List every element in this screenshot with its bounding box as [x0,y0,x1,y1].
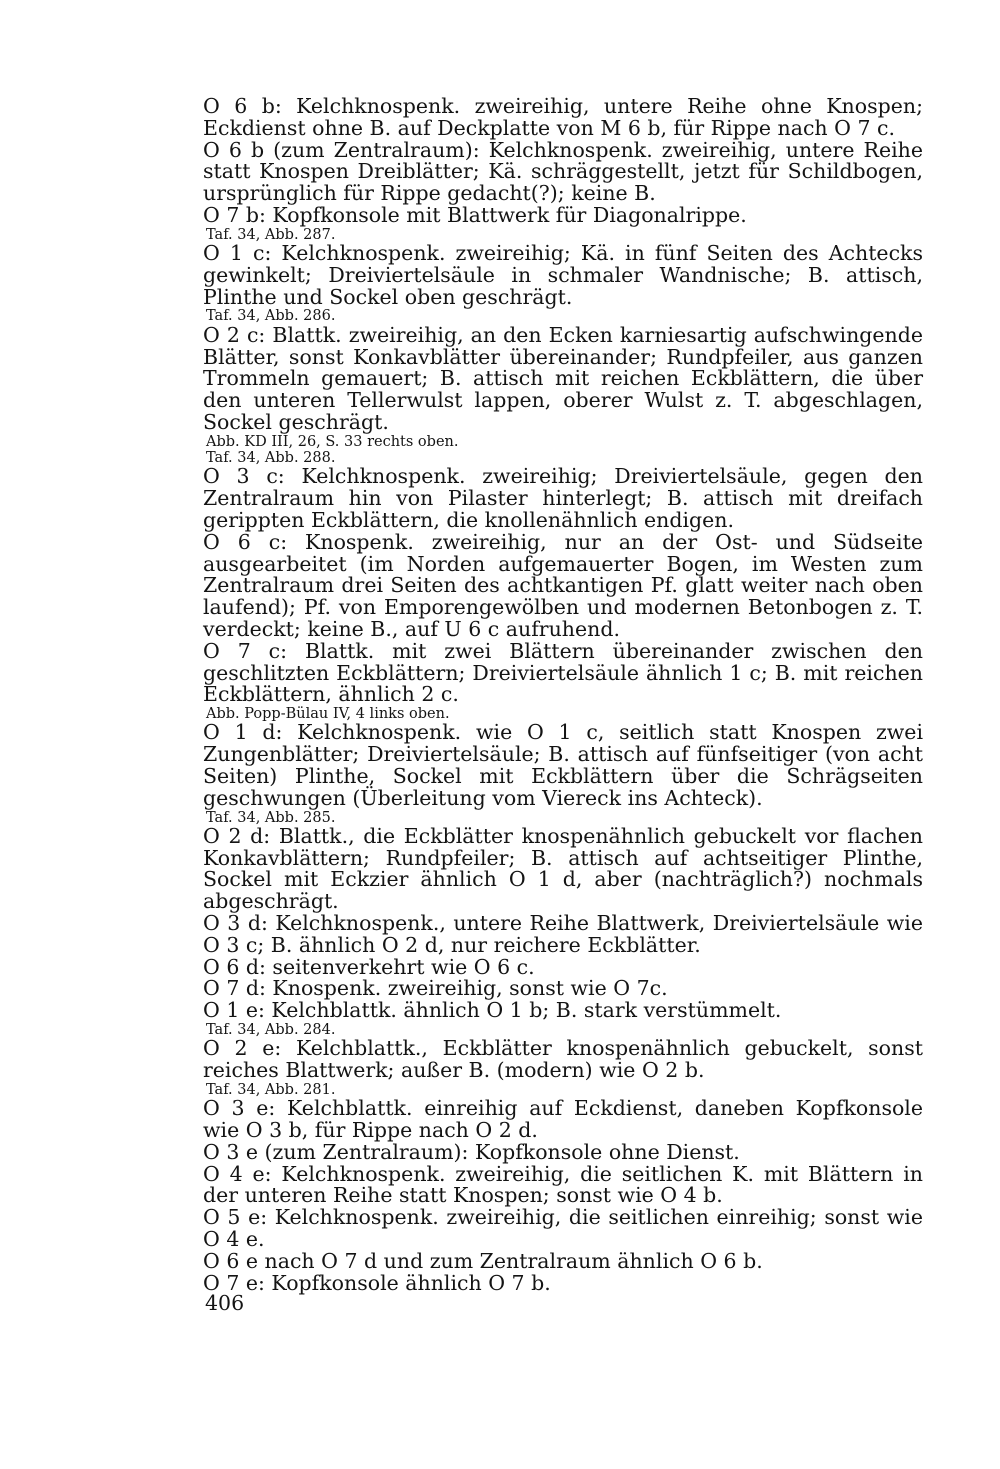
catalog-entry: O 6 c: Knospenk. zweireihig, nur an der Ost- und Südseite ausgearbeitet (im Norden aufgemauerter Bogen, im Westen zum Zentralraum drei Seiten des achtkantigen Pf. glatt weiter nach oben laufend); Pf. von Emporengewölben und modernen Betonbogen z. T. verdeckt; keine B., auf U 6 c aufruhend. [203,529,923,641]
catalog-entry: O 2 c: Blattk. zweireihig, an den Ecken karniesartig aufschwingende Blätter, sonst Konkavblätter übereinander; Rundpfeiler, aus ganzen Trommeln gemauert; B. attisch mit reichen Eckblättern, die über den unteren Tellerwulst lappen, oberer Wulst z. T. abgeschlagen, Sockel geschrägt. [203,322,923,434]
figure-reference: Taf. 34, Abb. 285. [206,809,336,826]
catalog-entry: O 7 c: Blattk. mit zwei Blättern übereinander zwischen den geschlitzten Eckblättern; Dreiviertelsäule ähnlich 1 c; B. mit reichen Eckblättern, ähnlich 2 c. [203,638,923,707]
catalog-entry: O 6 d: seitenverkehrt wie O 6 c. [203,954,535,979]
figure-reference: Abb. Popp-Bülau IV, 4 links oben. [206,706,450,723]
catalog-entry: O 6 e nach O 7 d und zum Zentralraum ähnlich O 6 b. [203,1248,763,1273]
figure-reference: Abb. KD III, 26, S. 33 rechts oben. [206,433,459,450]
catalog-entry: O 1 d: Kelchknospenk. wie O 1 c, seitlich statt Knospen zwei Zungenblätter; Dreiviertelsäule; B. attisch auf fünfseitiger (von acht Seiten) Plinthe, Sockel mit Eckblättern über die Schrägseiten geschwungen (Überleitung vom Viereck ins Achteck). [203,720,923,810]
catalog-entry: O 6 b: Kelchknospenk. zweireihig, untere Reihe ohne Knospen; Eckdienst ohne B. auf Deckplatte von M 6 b, für Rippe nach O 7 c. [203,94,923,140]
figure-reference: Taf. 34, Abb. 287. [206,226,336,243]
figure-reference: Taf. 34, Abb. 284. [206,1022,336,1039]
catalog-entry: O 1 e: Kelchblattk. ähnlich O 1 b; B. stark verstümmelt. [203,998,782,1023]
catalog-entry: O 6 b (zum Zentralraum): Kelchknospenk. zweireihig, untere Reihe statt Knospen Dreiblätter; Kä. schräggestellt, jetzt für Schildbogen, ursprünglich für Rippe gedacht(?); keine B. [203,137,923,206]
catalog-entry: O 3 c: Kelchknospenk. zweireihig; Dreiviertelsäule, gegen den Zentralraum hin von Pilaster hinterlegt; B. attisch mit dreifach gerippten Eckblättern, die knollenähnlich endigen. [203,464,923,532]
catalog-entry: O 7 b: Kopfkonsole mit Blattwerk für Diagonalrippe. [203,202,747,227]
page-number: 406 [205,1291,245,1315]
catalog-entry: O 4 e: Kelchknospenk. zweireihig, die seitlichen K. mit Blättern in der unteren Reihe statt Knospen; sonst wie O 4 b. [203,1161,923,1208]
figure-reference: Taf. 34, Abb. 288. [206,450,336,467]
catalog-text-block [203,96,923,1294]
catalog-entry: O 3 d: Kelchknospenk., untere Reihe Blattwerk, Dreiviertelsäule wie O 3 c; B. ähnlich O 2 d, nur reichere Eckblätter. [203,911,923,957]
figure-reference: Taf. 34, Abb. 286. [206,308,336,325]
catalog-entry: O 7 d: Knospenk. zweireihig, sonst wie O 7c. [203,976,668,1001]
catalog-entry: O 3 e (zum Zentralraum): Kopfkonsole ohne Dienst. [203,1139,740,1164]
catalog-entry: O 2 d: Blattk., die Eckblätter knospenähnlich gebuckelt vor flachen Konkavblättern; Rundpfeiler; B. attisch auf achtseitiger Plinthe, Sockel mit Eckzier ähnlich O 1 d, aber (nachträglich?) nochmals abgeschrägt. [203,823,923,914]
catalog-entry: O 7 e: Kopfkonsole ähnlich O 7 b. [203,1270,551,1295]
catalog-entry: O 3 e: Kelchblattk. einreihig auf Eckdienst, daneben Kopfkonsole wie O 3 b, für Rippe nach O 2 d. [203,1096,923,1143]
catalog-entry: O 5 e: Kelchknospenk. zweireihig, die seitlichen einreihig; sonst wie O 4 e. [203,1205,923,1252]
catalog-entry: O 2 e: Kelchblattk., Eckblätter knospenähnlich gebuckelt, sonst reiches Blattwerk; außer B. (modern) wie O 2 b. [203,1036,923,1083]
catalog-entry: O 1 c: Kelchknospenk. zweireihig; Kä. in fünf Seiten des Achtecks gewinkelt; Dreiviertelsäule in schmaler Wandnische; B. attisch, Plinthe und Sockel oben geschrägt. [203,241,923,309]
figure-reference: Taf. 34, Abb. 281. [206,1081,336,1098]
